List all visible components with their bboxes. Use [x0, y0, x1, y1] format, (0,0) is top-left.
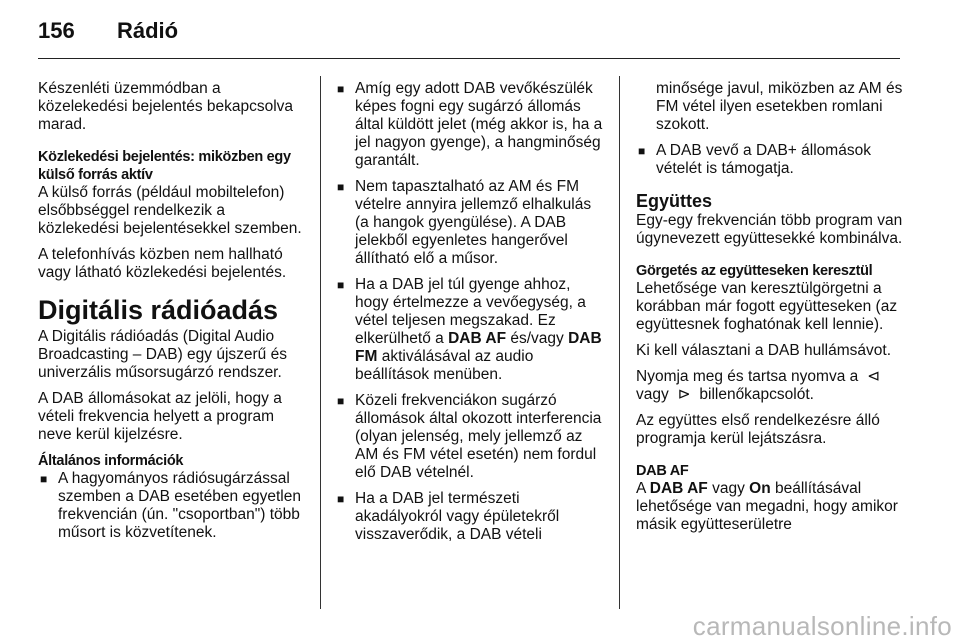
subheading-scroll-ensembles: Görgetés az együtteseken keresztül	[636, 263, 873, 279]
list-item: ■ Nem tapasztalható az AM és FM vételre annyira jellemző elhalkulás (a hangok gyengülése). A DAB jelekből egyenletes hangerővel állítható elő a műsor.	[335, 178, 607, 268]
page-number: 156	[38, 18, 75, 43]
dab-af-label: DAB AF	[649, 480, 708, 497]
header-rule	[38, 58, 900, 59]
list-item: ■ Amíg egy adott DAB vevőkészülék képes fogni egy sugárzó állomás által küldött jelet (még akkor is, ha a jel nagyon gyenge), a hangminőség garantált.	[335, 80, 607, 170]
column-divider-2	[619, 76, 620, 609]
paragraph: Lehetősége van keresztülgörgetni a korábban már fogott együtteseken (az együttesnek foghatónak kell lennie).	[636, 280, 898, 333]
paragraph-text: A	[636, 480, 646, 497]
on-label: On	[749, 480, 771, 497]
list-item: ■ A DAB vevő a DAB+ állomások vételét is támogatja.	[636, 142, 906, 178]
paragraph: A DAB állomásokat az jelöli, hogy a vételi frekvencia helyett a program neve kerül kijelzésre.	[38, 390, 282, 443]
paragraph: Készenléti üzemmódban a közelekedési bejelentés bekapcsolva marad.	[38, 80, 294, 133]
paragraph-text: vagy	[712, 480, 745, 497]
list-item: ■ Ha a DAB jel természeti akadályokról vagy épületekről visszaverődik, a DAB vételi	[335, 490, 607, 544]
paragraph-continued: minősége javul, miközben az AM és FM vétel ilyen esetekben romlani szokott.	[656, 80, 903, 133]
paragraph-text: vagy	[636, 386, 669, 403]
paragraph-text: billenőkapcsolót.	[699, 386, 814, 403]
list-item	[335, 276, 607, 384]
paragraph-text: Nyomja meg és tartsa nyomva a	[636, 368, 859, 385]
seek-right-icon: ⊳	[677, 386, 691, 403]
subheading-dab-af: DAB AF	[636, 463, 689, 479]
column-1	[38, 80, 308, 550]
watermark: carmanualsonline.info	[692, 611, 952, 641]
paragraph: A külső forrás (például mobiltelefon) elsőbbséggel rendelkezik a közlekedési bejelentésekkel szemben.	[38, 184, 302, 237]
paragraph: A Digitális rádióadás (Digital Audio Broadcasting – DAB) egy újszerű és univerzális műsorsugárzó rendszer.	[38, 328, 287, 381]
paragraph-text: beállításával lehetősége van megadni, hogy amikor másik együtteserületre	[636, 480, 898, 533]
paragraph: Ki kell választani a DAB hullámsávot.	[636, 342, 892, 359]
subheading-general-info: Általános információk	[38, 453, 184, 469]
list-item: ■ A hagyományos rádiósugárzással szemben a DAB esetében egyetlen frekvencián (ún. "csoportban") több műsort is közvetítenek.	[38, 470, 308, 542]
dab-af-label: DAB AF	[448, 330, 507, 347]
list-item: ■ Közeli frekvenciákon sugárzó állomások által okozott interferencia (olyan jelenség, mely jellemző az AM és FM vétel esetén) nem fordul elő DAB vételnél.	[335, 392, 607, 482]
dab-fm-label: DAB FM	[355, 330, 602, 365]
column-2	[335, 80, 607, 552]
column-divider-1	[320, 76, 321, 609]
page-title: Rádió	[117, 18, 179, 43]
list-item-text: és/vagy	[510, 330, 564, 347]
column-3	[636, 80, 906, 542]
paragraph	[636, 480, 906, 534]
list-item-text: aktiválásával az audio beállítások menüben.	[355, 348, 534, 383]
section-heading-digital-radio: Digitális rádióadás	[38, 295, 279, 325]
list-item-text: Ha a DAB jel túl gyenge ahhoz, hogy értelmezze a vevőegység, a vétel teljesen megszakad. Ez elkerülhető a	[355, 276, 586, 347]
paragraph: A telefonhívás közben nem hallható vagy látható közlekedési bejelentés.	[38, 246, 287, 281]
subheading-traffic-announcement: Közlekedési bejelentés: miközben egy külső forrás aktív	[38, 149, 291, 183]
seek-left-icon: ⊲	[867, 368, 881, 385]
paragraph	[636, 368, 906, 404]
section-heading-ensemble: Együttes	[636, 191, 713, 211]
paragraph: Egy-egy frekvencián több program van úgynevezett együttesekké kombinálva.	[636, 212, 903, 247]
paragraph: Az együttes első rendelkezésre álló programja kerül lejátszásra.	[636, 412, 880, 447]
